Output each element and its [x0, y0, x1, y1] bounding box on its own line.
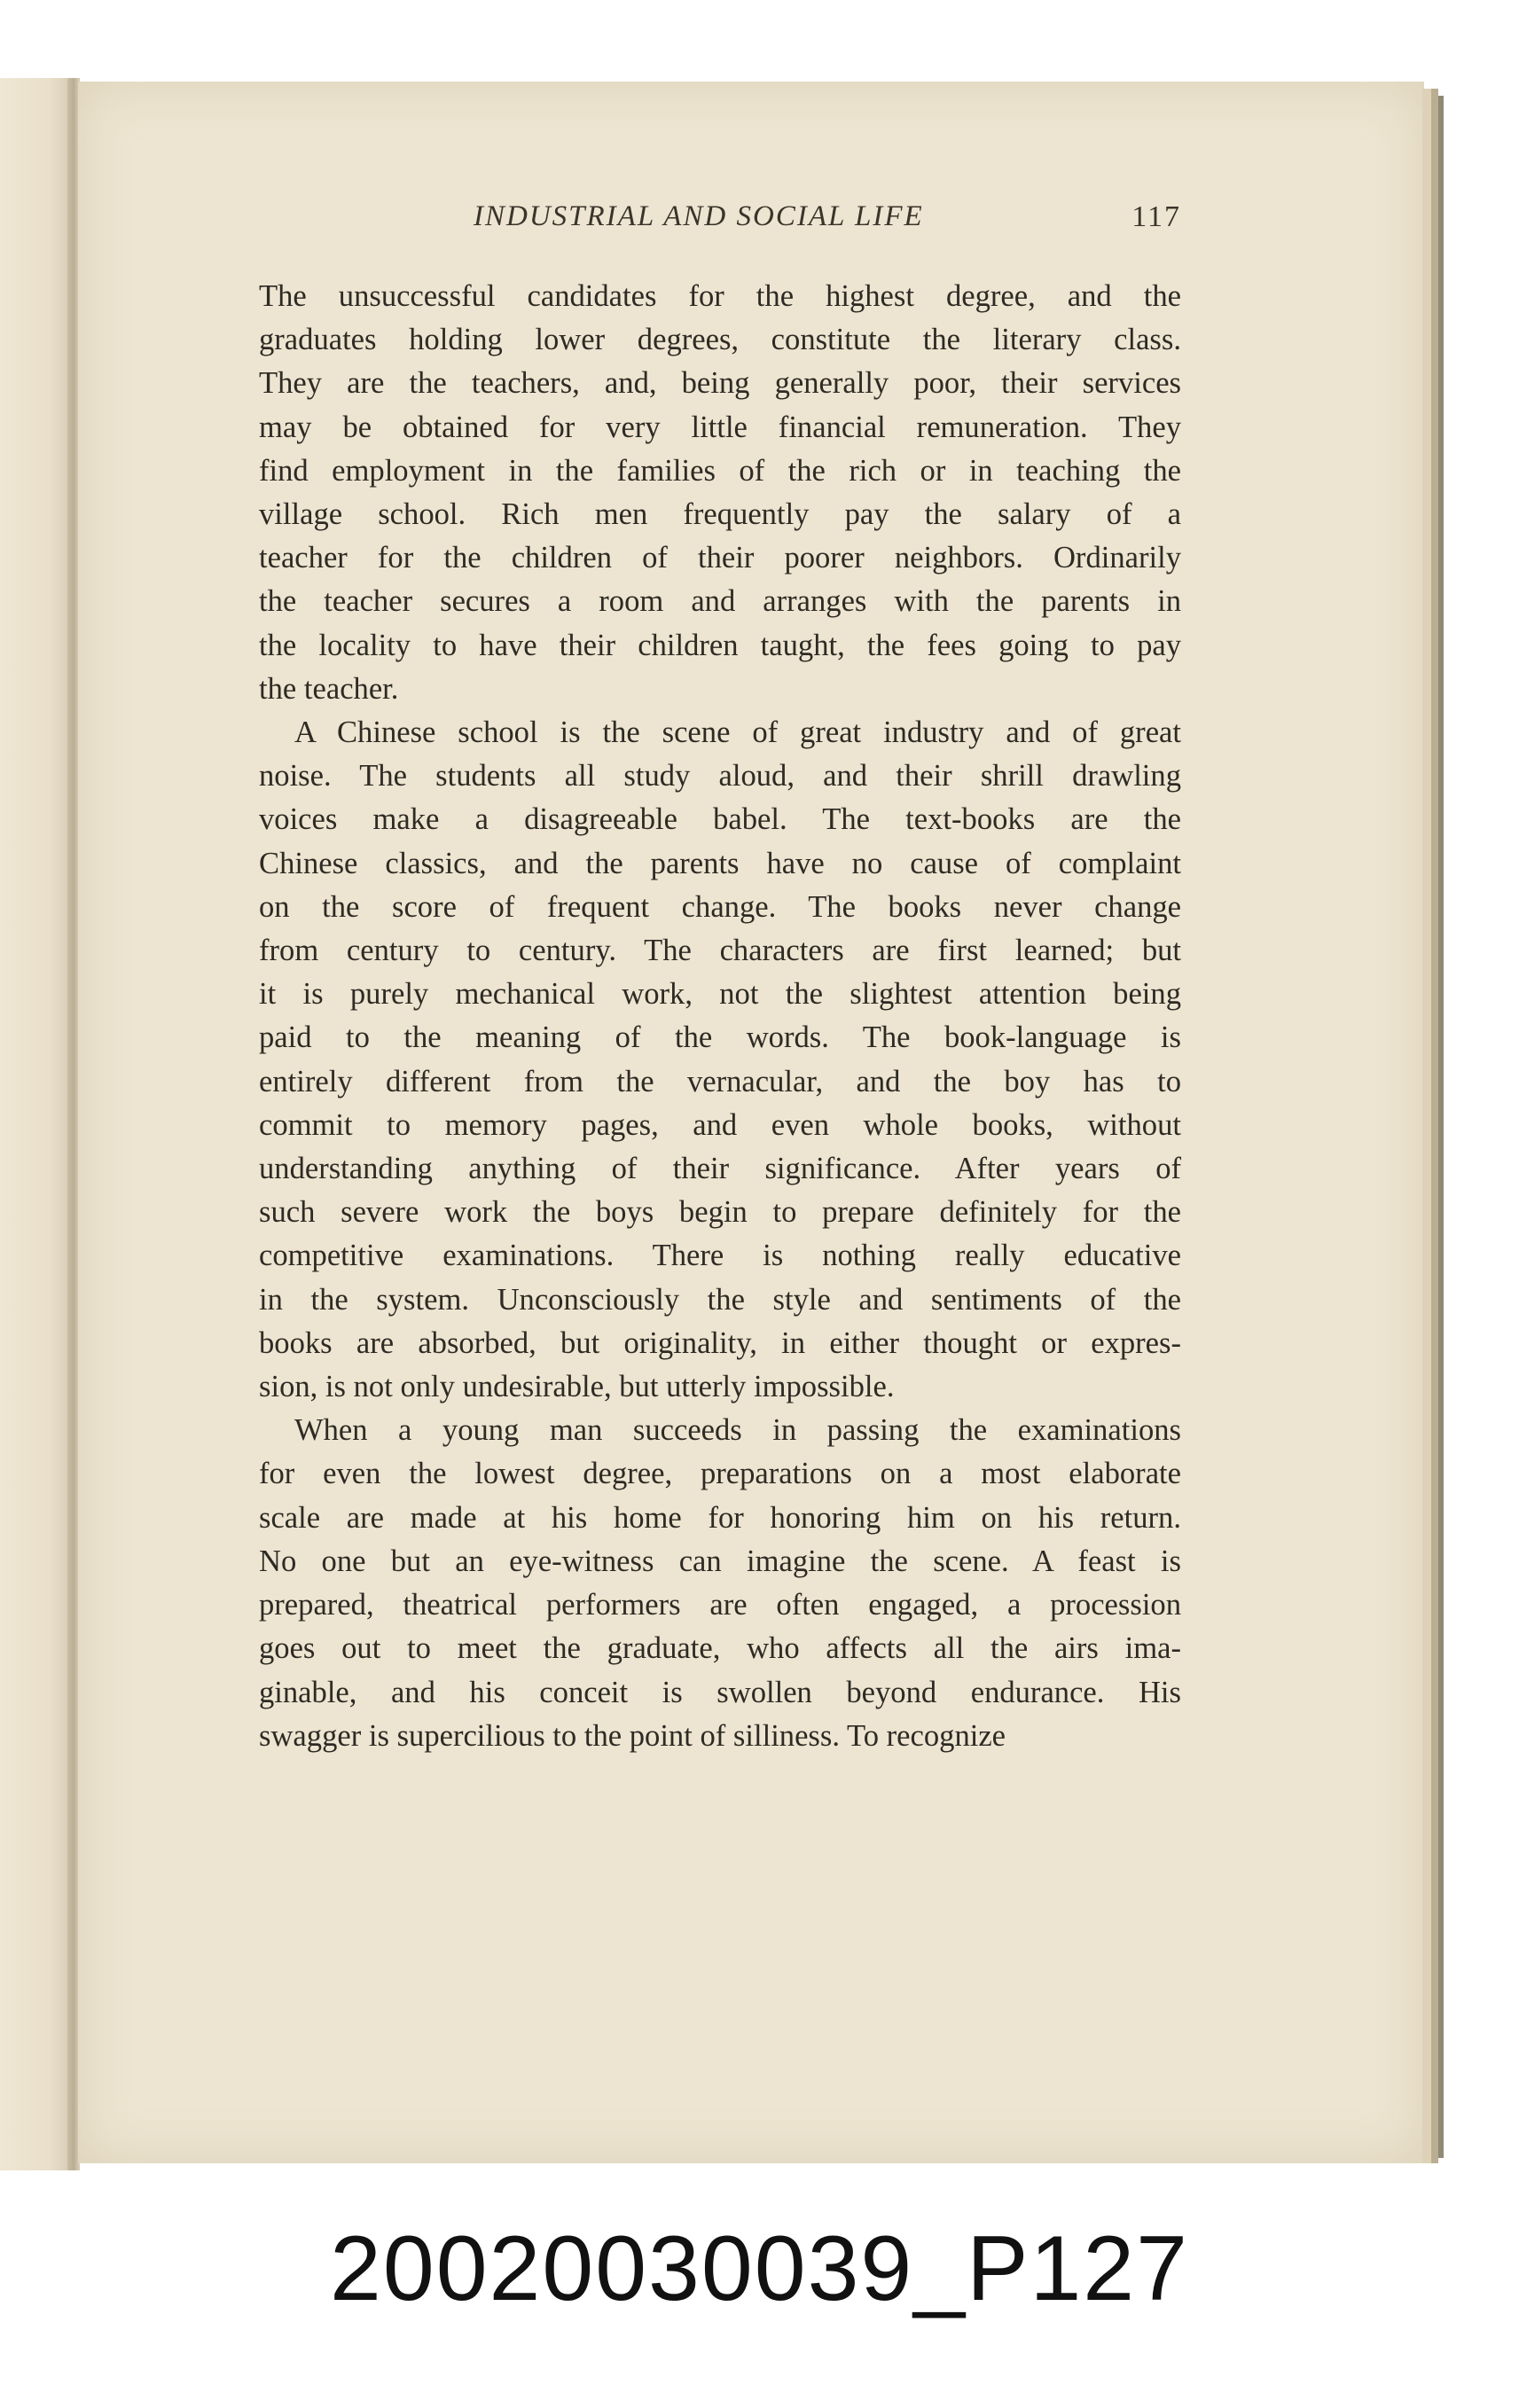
text-line: the locality to have their children taught, the fees going to pay: [259, 628, 1181, 662]
text-line: from century to century. The characters are first learned; but: [259, 934, 1181, 968]
text-line: commit to memory pages, and even whole books, without: [259, 1107, 1181, 1142]
paragraph: [259, 1409, 1181, 1758]
text-line: No one but an eye-witness can imagine the scene. A feast is: [259, 1544, 1181, 1578]
text-line: graduates holding lower degrees, constitute the literary class.: [259, 323, 1181, 357]
text-line: competitive examinations. There is nothing really educative: [259, 1239, 1181, 1273]
text-line: entirely different from the vernacular, and the boy has to: [259, 1064, 1181, 1098]
page-edge-stack-inner: [1431, 89, 1438, 2163]
text-line: noise. The students all study aloud, and their shrill drawling: [259, 759, 1181, 794]
text-line: books are absorbed, but originality, in either thought or expres-: [259, 1325, 1181, 1360]
text-line: voices make a disagreeable babel. The text-books are the: [259, 802, 1181, 837]
book-cover-edge: [1438, 96, 1444, 2158]
running-head: [257, 200, 1181, 245]
body-text: [259, 275, 1181, 1758]
facing-page-edge: [0, 78, 71, 2170]
text-line: understanding anything of their significance. After years of: [259, 1152, 1181, 1186]
text-line: The unsuccessful candidates for the highest degree, and the: [259, 279, 1181, 313]
text-line: for even the lowest degree, preparations on a most elaborate: [259, 1457, 1181, 1491]
text-line: on the score of frequent change. The books never change: [259, 889, 1181, 924]
text-line: paid to the meaning of the words. The book-language is: [259, 1020, 1181, 1055]
text-line: may be obtained for very little financial remuneration. They: [259, 410, 1181, 444]
running-head-title: INDUSTRIAL AND SOCIAL LIFE: [474, 200, 924, 232]
page-number: 117: [1131, 200, 1181, 233]
text-line: prepared, theatrical performers are often engaged, a procession: [259, 1588, 1181, 1622]
text-line: the teacher.: [259, 671, 399, 706]
text-line: A Chinese school is the scene of great industry and of great: [294, 715, 1181, 750]
text-line: find employment in the families of the rich or in teaching the: [259, 453, 1181, 488]
text-line: goes out to meet the graduate, who affects all the airs ima-: [259, 1631, 1181, 1666]
page-edge-stack: [1422, 89, 1431, 2163]
text-line: the teacher secures a room and arranges with the parents in: [259, 584, 1181, 619]
text-line: it is purely mechanical work, not the slightest attention being: [259, 977, 1181, 1012]
paragraph: [259, 711, 1181, 1409]
text-line: in the system. Unconsciously the style and sentiments of the: [259, 1282, 1181, 1317]
paragraph: [259, 275, 1181, 711]
text-line: such severe work the boys begin to prepare definitely for the: [259, 1195, 1181, 1230]
text-line: teacher for the children of their poorer neighbors. Ordinarily: [259, 541, 1181, 575]
text-line: When a young man succeeds in passing the examinations: [294, 1413, 1181, 1448]
text-line: sion, is not only undesirable, but utterly impossible.: [259, 1370, 895, 1404]
text-line: swagger is supercilious to the point of silliness. To recognize: [259, 1718, 1006, 1753]
text-line: ginable, and his conceit is swollen beyond endurance. His: [259, 1675, 1181, 1709]
text-line: Chinese classics, and the parents have no cause of complaint: [259, 846, 1181, 880]
text-line: They are the teachers, and, being generally poor, their services: [259, 366, 1181, 401]
catalog-id: 20020030039_P127: [330, 2217, 1189, 2320]
text-line: village school. Rich men frequently pay the salary of a: [259, 497, 1181, 532]
text-line: scale are made at his home for honoring him on his return.: [259, 1500, 1181, 1535]
